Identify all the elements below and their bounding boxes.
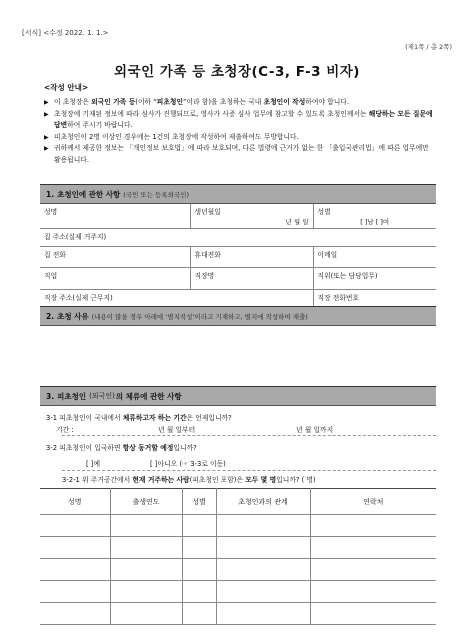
- table-row: [40, 559, 436, 581]
- household-table-wrap: [40, 488, 436, 625]
- work-address-field[interactable]: 직장 주소(실제 근무지): [40, 290, 313, 313]
- cohabit-yes-checkbox[interactable]: [ ]예: [86, 460, 101, 468]
- address-field[interactable]: 집 주소(실제 거주지): [40, 229, 436, 247]
- period-label: 기간 :: [56, 426, 74, 434]
- section-2: [40, 306, 436, 386]
- household-cell[interactable]: [310, 559, 436, 581]
- page-title: 외국인 가족 등 초청장(C-3, F-3 비자): [114, 64, 360, 80]
- guide-note: ▶ 초청장에 기재된 정보에 따라 심사가 진행되므로, 영사가 사증 심사 업무에 참고할 수 있도록 초청인께서는 해당하는 모든 질문에 답변하여 주시기 바랍니다.: [44, 109, 433, 129]
- section-3: [40, 386, 436, 406]
- section-1-number: 1.: [46, 189, 55, 199]
- household-cell[interactable]: [216, 537, 310, 559]
- section-3-header: [40, 386, 436, 406]
- section-1-subtitle: (국민 또는 등록외국인): [123, 190, 189, 199]
- guide-note: ▶ 피초청인이 2명 이상인 경우에는 1건의 초청장에 작성하여 제출하여도 무방합니다.: [44, 132, 436, 144]
- bullet-icon: ▶: [44, 110, 49, 118]
- table-row: [40, 581, 436, 603]
- email-field[interactable]: 이메일: [313, 247, 436, 268]
- household-column-header: 출생연도: [110, 489, 182, 515]
- household-cell[interactable]: [216, 515, 310, 537]
- divider: [62, 470, 436, 471]
- household-column-header: 초청인과의 관계: [216, 489, 310, 515]
- mobile-field[interactable]: 휴대전화: [190, 247, 313, 268]
- household-cell[interactable]: [110, 603, 182, 625]
- table-row: [40, 603, 436, 625]
- section-2-number: 2.: [46, 311, 55, 321]
- household-cell[interactable]: [216, 581, 310, 603]
- page-number: (제1쪽 / 총 2쪽): [405, 43, 452, 51]
- section-1-header: [40, 184, 436, 204]
- household-cell[interactable]: [110, 515, 182, 537]
- table-row: [40, 515, 436, 537]
- divider: [62, 435, 436, 436]
- question-3-2: 3-2 피초청인이 입국하면 항상 동거할 예정입니까?: [46, 444, 197, 452]
- household-cell[interactable]: [182, 515, 216, 537]
- table-row: [40, 537, 436, 559]
- household-cell[interactable]: [182, 581, 216, 603]
- bullet-icon: ▶: [44, 99, 49, 106]
- guide-heading: <작성 안내>: [44, 83, 89, 92]
- home-phone-field[interactable]: 집 전화: [40, 247, 190, 268]
- household-cell[interactable]: [310, 603, 436, 625]
- household-cell[interactable]: [182, 537, 216, 559]
- household-cell[interactable]: [182, 559, 216, 581]
- question-3-1: 3-1 피초청인이 국내에서 체류하고자 하는 기간은 언제입니까?: [46, 414, 232, 422]
- inviter-table: [40, 204, 436, 313]
- household-cell[interactable]: [40, 603, 110, 625]
- guide-note: ▶ 이 초청장은 외국인 가족 등(이하 “피초청인”이라 함)을 초청하는 국내 초청인이 작성하여야 합니다.: [44, 97, 436, 109]
- household-cell[interactable]: [40, 515, 110, 537]
- household-column-header: 성별: [182, 489, 216, 515]
- work-phone-field[interactable]: 직장 전화번호: [313, 290, 436, 313]
- household-cell[interactable]: [40, 581, 110, 603]
- section-3-title-post: 의 체류에 관한 사항: [115, 391, 182, 401]
- household-cell[interactable]: [110, 581, 182, 603]
- form-tag: [서식] <수정 2022. 1. 1.>: [22, 29, 109, 37]
- section-2-subtitle: (내용이 많을 경우 아래에 ‘별지작성’이라고 기재하고, 별지에 작성하여 제출): [91, 312, 308, 321]
- period-from[interactable]: 년 월 일부터: [158, 426, 196, 434]
- position-field[interactable]: 직위(또는 담당업무): [313, 268, 436, 290]
- section-1: [40, 184, 436, 313]
- bullet-icon: ▶: [44, 145, 49, 152]
- section-1-title: 초청인에 관한 사항: [57, 189, 121, 199]
- section-2-header: [40, 306, 436, 326]
- section-3-title-mid: (외국인): [89, 392, 115, 400]
- question-3-2-1: 3-2-1 위 주거공간에서 현재 거주하는 사람(피초청인 포함)은 모두 몇 명입니까? ( 명): [62, 476, 316, 484]
- invitation-reason-field[interactable]: [40, 326, 436, 386]
- household-cell[interactable]: [216, 603, 310, 625]
- guide-note: ▶ 귀하께서 제공한 정보는 「개인정보 보호법」에 따라 보호되며, 다른 법령에 근거가 없는 한 「출입국관리법」에 따른 업무에만 활용됩니다.: [44, 144, 429, 164]
- household-cell[interactable]: [40, 537, 110, 559]
- household-cell[interactable]: [216, 559, 310, 581]
- household-cell[interactable]: [110, 537, 182, 559]
- household-cell[interactable]: [182, 603, 216, 625]
- workplace-field[interactable]: 직장명: [190, 268, 313, 290]
- section-3-title-pre: 피초청인: [57, 391, 87, 401]
- cohabit-no-checkbox[interactable]: [ ]아니오 (☞ 3-3로 이동): [150, 460, 226, 468]
- household-column-header: 성명: [40, 489, 110, 515]
- bullet-icon: ▶: [44, 133, 49, 141]
- sex-field[interactable]: 성별 [ ]남 [ ]여: [313, 204, 436, 229]
- household-cell[interactable]: [310, 537, 436, 559]
- section-2-title: 초청 사유: [57, 311, 89, 321]
- household-header-row: [40, 489, 436, 515]
- guide-notes: [44, 97, 436, 166]
- household-cell[interactable]: [310, 515, 436, 537]
- job-field[interactable]: 직업: [40, 268, 190, 290]
- birth-field[interactable]: 생년월일 년 월 일: [190, 204, 313, 229]
- section-3-number: 3.: [46, 391, 55, 401]
- name-field[interactable]: 성명: [40, 204, 190, 229]
- household-cell[interactable]: [40, 559, 110, 581]
- period-to[interactable]: 년 월 일까지: [296, 426, 334, 434]
- household-cell[interactable]: [110, 559, 182, 581]
- household-cell[interactable]: [310, 581, 436, 603]
- household-column-header: 연락처: [310, 489, 436, 515]
- household-table: [40, 488, 436, 625]
